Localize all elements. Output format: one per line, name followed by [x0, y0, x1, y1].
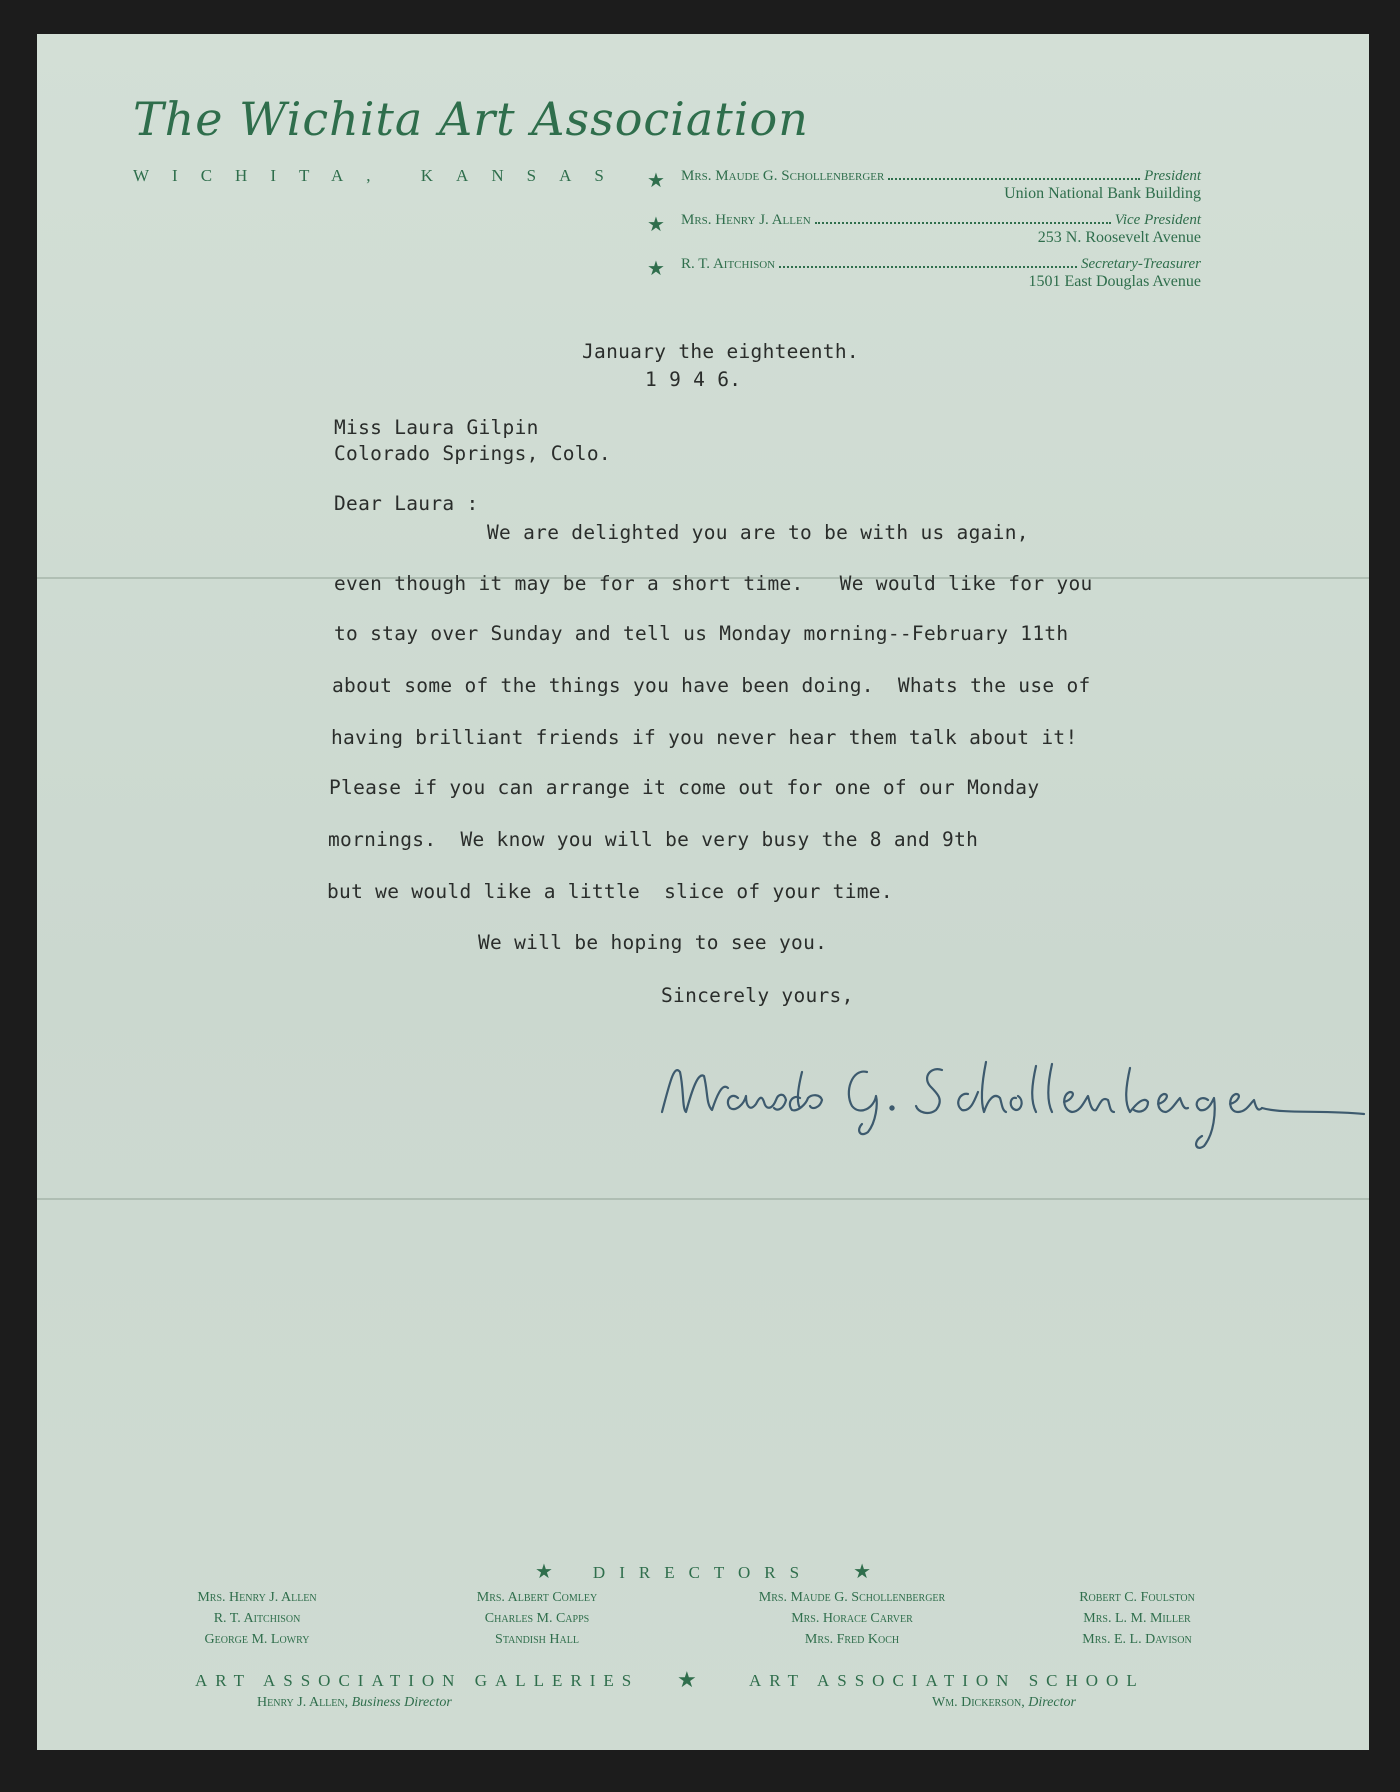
star-icon: ★ — [677, 1667, 697, 1692]
school-title: ART ASSOCIATION SCHOOL — [749, 1671, 1145, 1690]
officer-role: Secretary-Treasurer — [1081, 256, 1201, 272]
star-icon: ★ — [647, 170, 665, 192]
directors-column — [437, 1587, 637, 1650]
recipient-name: Miss Laura Gilpin — [334, 416, 539, 439]
director-name: Charles M. Capps — [484, 1611, 590, 1626]
officer-name: R. T. Aitchison — [681, 256, 776, 272]
recipient-place: Colorado Springs, Colo. — [334, 442, 611, 465]
officer-president — [647, 168, 1201, 203]
directors-column — [717, 1587, 987, 1650]
school-director: Wm. Dickerson, Director — [932, 1695, 1076, 1710]
body-line: mornings. We know you will be very busy the 8 and 9th — [328, 828, 979, 851]
star-icon: ★ — [647, 258, 665, 280]
signature-mark — [652, 1042, 1369, 1162]
star-icon: ★ — [853, 1561, 872, 1583]
directors-column — [1037, 1587, 1237, 1650]
closing: Sincerely yours, — [661, 984, 854, 1007]
directors-heading: ★ DIRECTORS ★ — [534, 1561, 872, 1583]
body-line: to stay over Sunday and tell us Monday morning--February 11th — [334, 622, 1069, 645]
body-line: about some of the things you have been doing. Whats the use of — [332, 674, 1091, 697]
officer-secretary-treasurer — [647, 256, 1201, 291]
officer-role: President — [1144, 168, 1201, 184]
officer-address: 1501 East Douglas Avenue — [1028, 273, 1201, 290]
director-name: Mrs. Horace Carver — [791, 1611, 913, 1626]
director-name: Mrs. Henry J. Allen — [197, 1590, 317, 1605]
letter-page — [37, 34, 1369, 1750]
body-line: having brilliant friends if you never hear them talk about it! — [331, 726, 1078, 749]
director-name: Standish Hall — [495, 1632, 579, 1647]
star-icon: ★ — [647, 214, 665, 236]
date-line: January the eighteenth. — [582, 340, 859, 363]
officer-address: Union National Bank Building — [1004, 185, 1201, 202]
fold-line — [37, 1198, 1369, 1200]
director-name: Mrs. Fred Koch — [804, 1632, 900, 1647]
star-icon: ★ — [534, 1561, 553, 1583]
galleries-director: Henry J. Allen, Business Director — [257, 1695, 452, 1710]
city-line: WICHITA, KANSAS — [133, 166, 627, 185]
director-name: George M. Lowry — [204, 1632, 310, 1647]
body-line: We will be hoping to see you. — [478, 931, 828, 954]
director-name: Mrs. E. L. Davison — [1082, 1632, 1192, 1647]
directors-column — [157, 1587, 357, 1650]
body-line: Please if you can arrange it come out for one of our Monday — [329, 776, 1040, 799]
org-logo: The Wichita Art Association — [133, 92, 809, 146]
officer-name: Mrs. Maude G. Schollenberger — [681, 168, 885, 184]
body-line: but we would like a little slice of your time. — [327, 880, 893, 903]
officer-name: Mrs. Henry J. Allen — [681, 212, 811, 228]
director-name: Mrs. Albert Comley — [476, 1590, 598, 1605]
officer-address: 253 N. Roosevelt Avenue — [1037, 229, 1201, 246]
year-line: 1 9 4 6. — [645, 368, 742, 391]
officer-vice-president — [647, 212, 1201, 247]
body-line: even though it may be for a short time. We would like for you — [334, 572, 1093, 595]
director-name: Mrs. Maude G. Schollenberger — [758, 1590, 946, 1605]
officer-role: Vice President — [1114, 212, 1201, 228]
salutation: Dear Laura : — [334, 492, 479, 515]
body-line: We are delighted you are to be with us again, — [487, 521, 1029, 544]
director-name: Mrs. L. M. Miller — [1083, 1611, 1191, 1626]
galleries-title: ART ASSOCIATION GALLERIES — [195, 1671, 640, 1690]
director-name: R. T. Aitchison — [213, 1611, 301, 1626]
director-name: Robert C. Foulston — [1079, 1590, 1195, 1605]
